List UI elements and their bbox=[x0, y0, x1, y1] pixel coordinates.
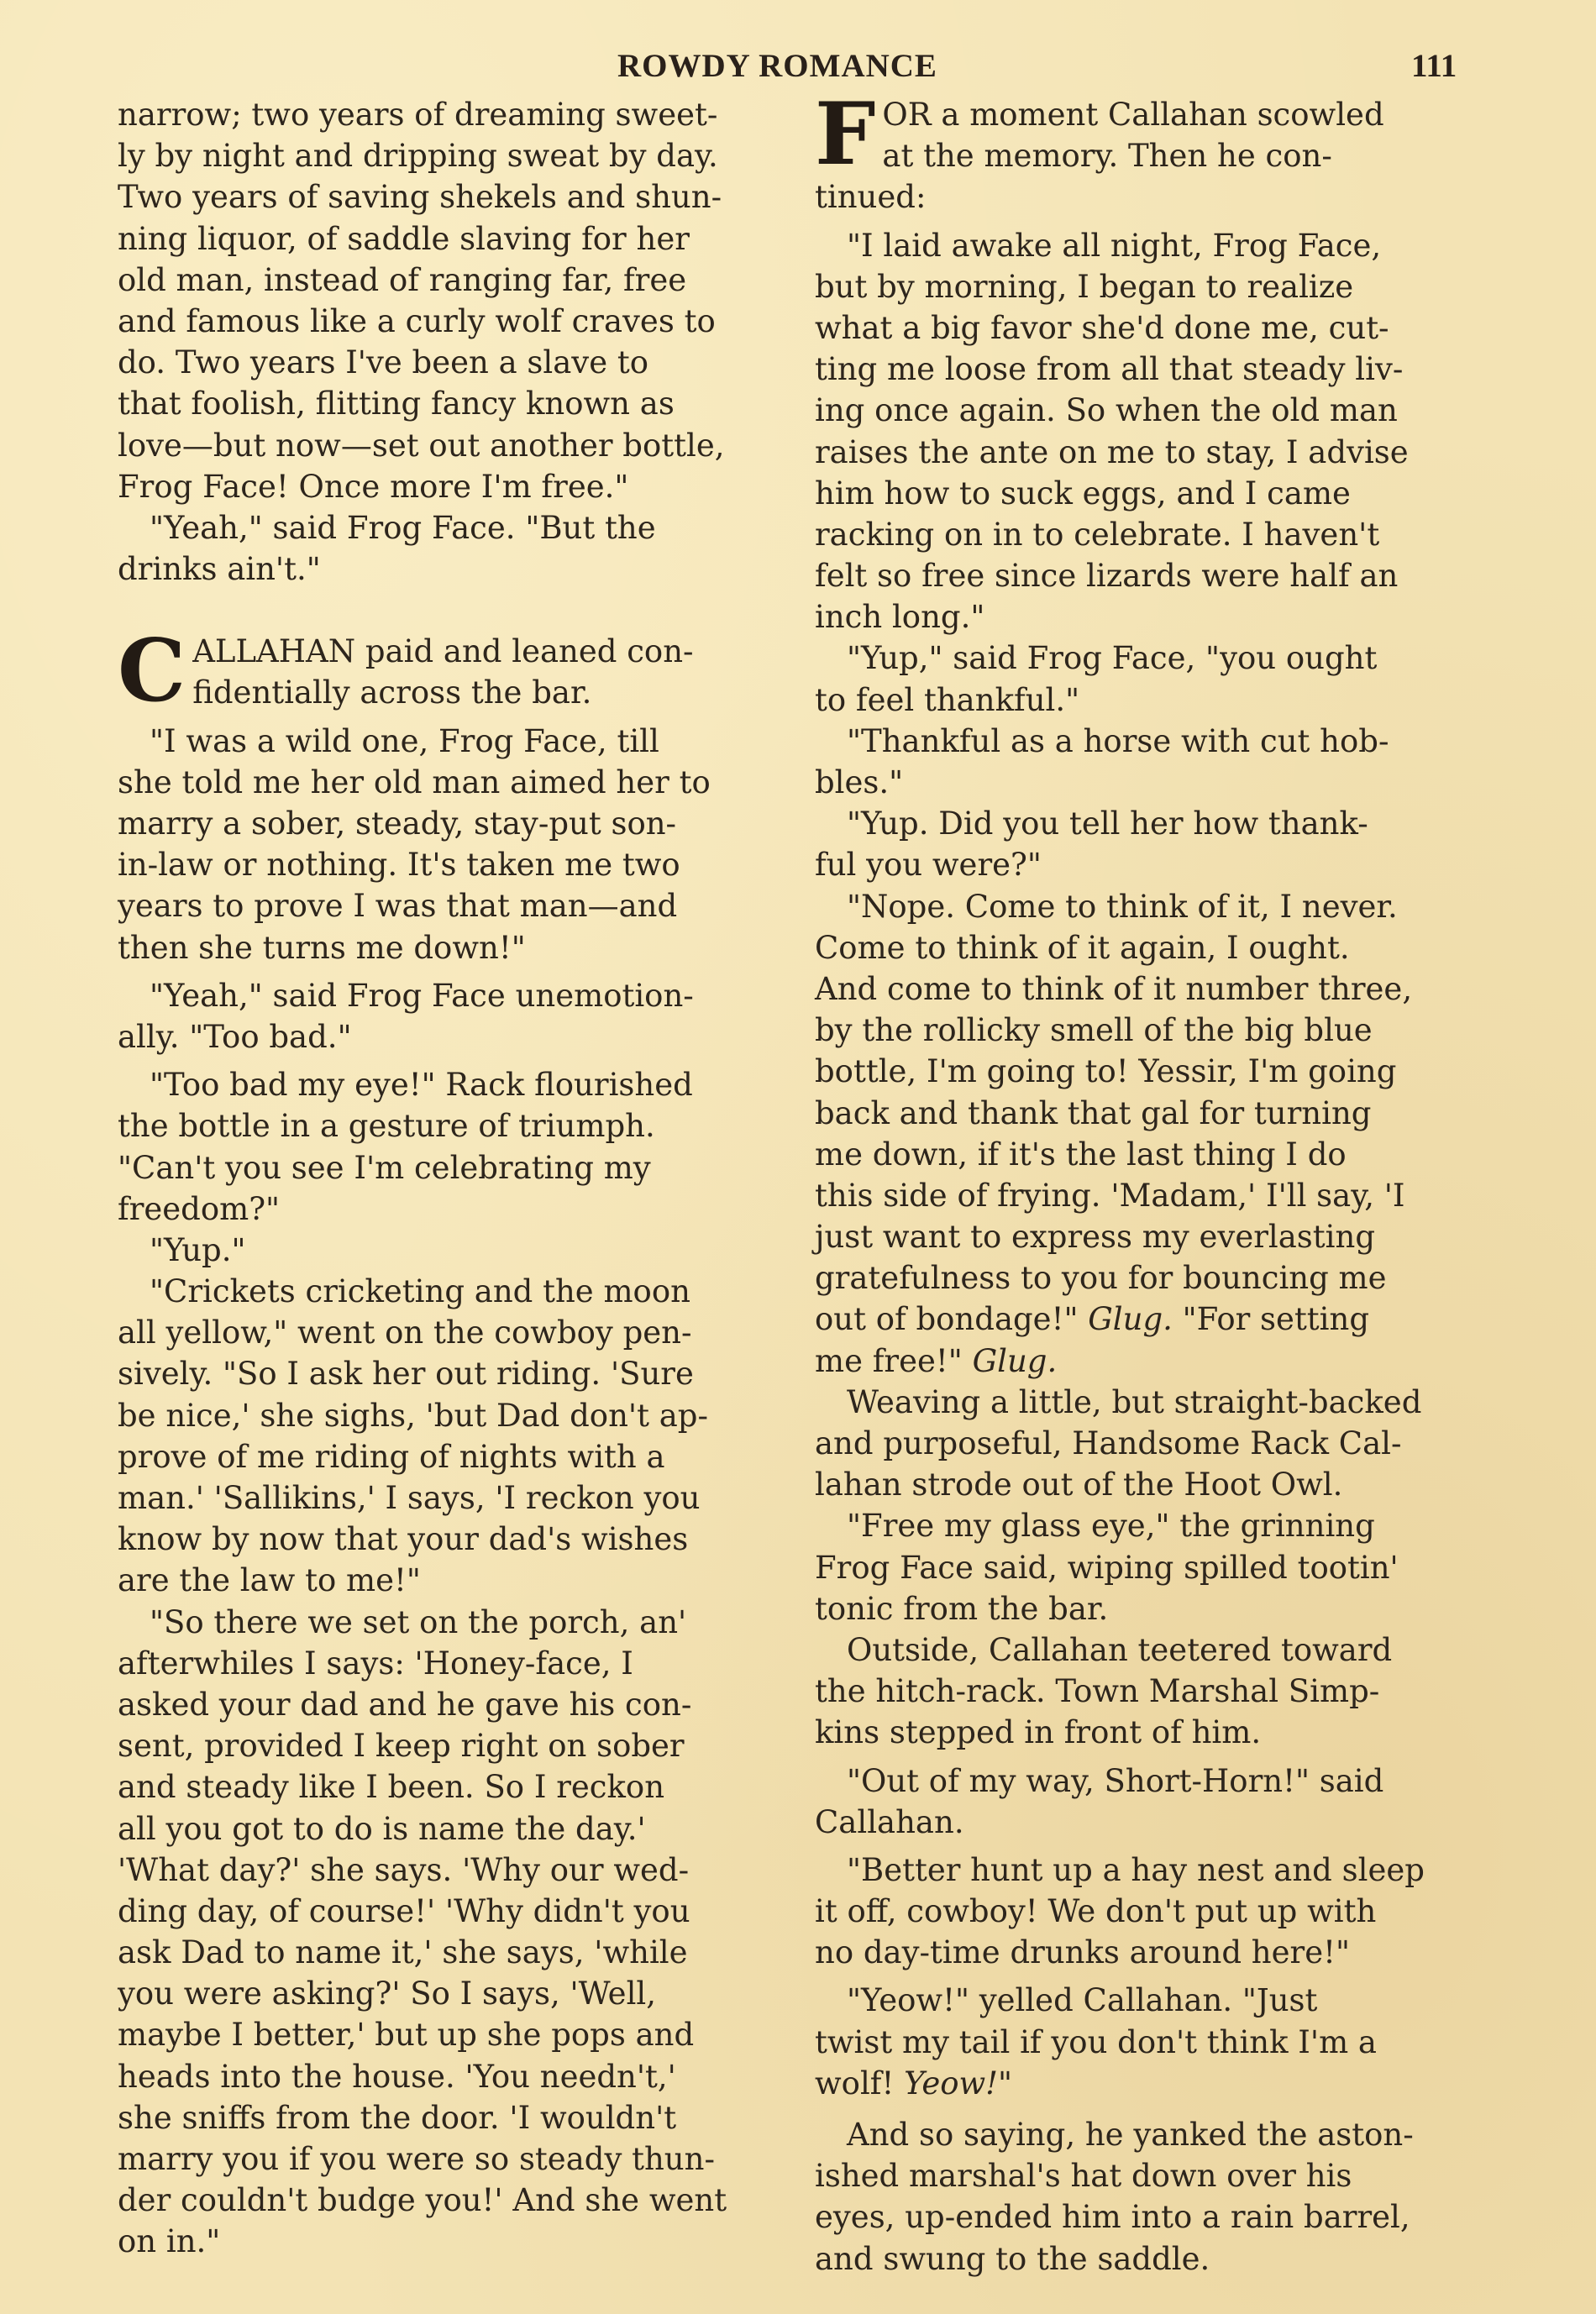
text-line: then she turns me down!" bbox=[118, 929, 526, 966]
text-line: tinued: bbox=[815, 179, 927, 216]
drop-cap: C bbox=[118, 621, 186, 722]
paragraph bbox=[815, 1760, 1478, 1843]
text-line: marry you if you were so steady thun- bbox=[118, 2141, 715, 2177]
text-line: all you got to do is name the day.' bbox=[118, 1810, 646, 1847]
text-line: "Nope. Come to think of it, I never. bbox=[847, 888, 1398, 925]
text-line: kins stepped in front of him. bbox=[815, 1714, 1262, 1751]
text-line: eyes, up-ended him into a rain barrel, bbox=[815, 2199, 1410, 2236]
text-line: inch long." bbox=[815, 599, 985, 636]
text-line: And come to think of it number three, bbox=[815, 970, 1413, 1007]
text-line: at the memory. Then he con- bbox=[882, 138, 1332, 175]
text-line: Frog Face! Once more I'm free." bbox=[118, 468, 629, 505]
text-line: fidentially across the bar. bbox=[192, 674, 592, 711]
text-line: racking on in to celebrate. I haven't bbox=[815, 516, 1380, 553]
text-line: heads into the house. 'You needn't,' bbox=[118, 2058, 676, 2095]
paragraph bbox=[118, 1602, 783, 2263]
text-line: years to prove I was that man—and bbox=[118, 888, 678, 925]
text-run: out of bondage!" bbox=[815, 1301, 1089, 1338]
text-line: gratefulness to you for bouncing me bbox=[815, 1260, 1387, 1297]
text-line: prove of me riding of nights with a bbox=[118, 1438, 665, 1475]
text-run: "For setting bbox=[1172, 1301, 1370, 1338]
text-line: sively. "So I ask her out riding. 'Sure bbox=[118, 1356, 694, 1393]
drop-cap: F bbox=[815, 84, 876, 185]
text-line: just want to express my everlasting bbox=[815, 1219, 1376, 1256]
italic-run: Yeow!" bbox=[904, 2065, 1013, 2101]
text-line: she told me her old man aimed her to bbox=[118, 763, 711, 800]
paragraph-dropcap bbox=[815, 84, 1478, 218]
text-line: "Yup," said Frog Face, "you ought bbox=[847, 640, 1378, 677]
text-line: this side of frying. 'Madam,' I'll say, 'I bbox=[815, 1177, 1405, 1214]
text-line: "Yeow!" yelled Callahan. "Just bbox=[847, 1982, 1318, 2019]
text-line: and swung to the saddle. bbox=[815, 2240, 1210, 2277]
page-header bbox=[0, 47, 1596, 89]
text-line: "Yup." bbox=[150, 1231, 246, 1268]
text-line: "Too bad my eye!" Rack flourished bbox=[150, 1067, 693, 1104]
text-line: love—but now—set out another bottle, bbox=[118, 427, 725, 464]
text-line: "Better hunt up a hay nest and sleep bbox=[847, 1851, 1425, 1888]
text-line: the hitch-rack. Town Marshal Simp- bbox=[815, 1673, 1380, 1710]
text-line: ished marshal's hat down over his bbox=[815, 2158, 1352, 2195]
text-line: "Crickets cricketing and the moon bbox=[150, 1273, 690, 1310]
text-line: but by morning, I began to realize bbox=[815, 268, 1354, 305]
text-line: know by now that your dad's wishes bbox=[118, 1521, 689, 1558]
paragraph bbox=[815, 638, 1478, 720]
text-line: in-law or nothing. It's taken me two bbox=[118, 847, 680, 884]
section-break bbox=[118, 590, 783, 631]
paragraph bbox=[815, 1629, 1478, 1754]
text-line: raises the ante on me to stay, I advise bbox=[815, 433, 1409, 470]
text-line: it off, cowboy! We don't put up with bbox=[815, 1893, 1377, 1930]
paragraph bbox=[118, 1230, 783, 1271]
text-line: ding day, of course!' 'Why didn't you bbox=[118, 1892, 690, 1929]
paragraph bbox=[815, 721, 1478, 803]
text-run: me free!" bbox=[815, 1342, 973, 1379]
text-line: bottle, I'm going to! Yessir, I'm going bbox=[815, 1053, 1397, 1090]
text-line: are the law to me!" bbox=[118, 1562, 421, 1599]
text-line: me down, if it's the last thing I do bbox=[815, 1136, 1347, 1173]
text-line: "Thankful as a horse with cut hob- bbox=[847, 722, 1389, 759]
text-line bbox=[815, 2063, 1478, 2104]
text-line: old man, instead of ranging far, free bbox=[118, 261, 687, 298]
paragraph bbox=[118, 975, 783, 1057]
text-line: felt so free since lizards were half an bbox=[815, 558, 1399, 595]
paragraph-dropcap bbox=[118, 621, 783, 722]
paragraph bbox=[118, 1271, 783, 1602]
text-line: and famous like a curly wolf craves to bbox=[118, 302, 716, 339]
paragraph bbox=[118, 721, 783, 968]
text-line: ask Dad to name it,' she says, 'while bbox=[118, 1934, 688, 1971]
text-line: the bottle in a gesture of triumph. bbox=[118, 1108, 655, 1145]
text-line: be nice,' she sighs, 'but Dad don't ap- bbox=[118, 1397, 708, 1434]
text-line: narrow; two years of dreaming sweet- bbox=[118, 97, 718, 133]
text-line: "I was a wild one, Frog Face, till bbox=[150, 722, 659, 759]
text-line: and purposeful, Handsome Rack Cal- bbox=[815, 1425, 1402, 1461]
text-line: back and thank that gal for turning bbox=[815, 1094, 1372, 1131]
text-line: lahan strode out of the Hoot Owl. bbox=[815, 1467, 1343, 1503]
text-line: on in." bbox=[118, 2223, 221, 2260]
text-line: no day-time drunks around here!" bbox=[815, 1934, 1350, 1971]
paragraph bbox=[815, 1980, 1478, 2104]
page-number: 111 bbox=[1411, 48, 1457, 84]
text-line: "Can't you see I'm celebrating my bbox=[118, 1149, 651, 1186]
text-line: twist my tail if you don't think I'm a bbox=[815, 2023, 1377, 2060]
text-run: wolf! bbox=[815, 2065, 905, 2101]
text-line: "Yeah," said Frog Face. "But the bbox=[150, 509, 656, 546]
text-line: marry a sober, steady, stay-put son- bbox=[118, 805, 677, 842]
text-line: what a big favor she'd done me, cut- bbox=[815, 309, 1389, 346]
text-line: Callahan. bbox=[815, 1803, 964, 1840]
text-line: to feel thankful." bbox=[815, 681, 1080, 718]
text-line: afterwhiles I says: 'Honey-face, I bbox=[118, 1645, 633, 1682]
text-line: ning liquor, of saddle slaving for her bbox=[118, 220, 690, 257]
text-line: Weaving a little, but straight-backed bbox=[847, 1383, 1422, 1420]
paragraph bbox=[815, 803, 1478, 885]
paragraph bbox=[118, 507, 783, 590]
text-line: tonic from the bar. bbox=[815, 1590, 1109, 1627]
text-line: that foolish, flitting fancy known as bbox=[118, 386, 675, 422]
text-line: 'What day?' she says. 'Why our wed- bbox=[118, 1851, 690, 1888]
text-line: "I laid awake all night, Frog Face, bbox=[847, 227, 1382, 264]
paragraph bbox=[815, 1382, 1478, 1506]
text-line: freedom?" bbox=[118, 1190, 281, 1227]
text-line: you were asking?' So I says, 'Well, bbox=[118, 1976, 656, 2012]
text-line bbox=[815, 1341, 1478, 1382]
text-line: OR a moment Callahan scowled bbox=[882, 97, 1384, 133]
paragraph bbox=[815, 2114, 1478, 2280]
paragraph bbox=[815, 1505, 1478, 1629]
paragraph bbox=[815, 1850, 1478, 1974]
running-title: ROWDY ROMANCE bbox=[617, 48, 937, 84]
text-line: ally. "Too bad." bbox=[118, 1018, 352, 1055]
text-line: "Out of my way, Short-Horn!" said bbox=[847, 1762, 1384, 1799]
text-line: ALLAHAN paid and leaned con- bbox=[192, 633, 694, 670]
text-line bbox=[815, 1299, 1478, 1340]
italic-run: Glug. bbox=[972, 1342, 1058, 1379]
paragraph bbox=[815, 886, 1478, 1382]
text-line: ful you were?" bbox=[815, 847, 1042, 884]
text-line: "So there we set on the porch, an' bbox=[150, 1603, 687, 1640]
text-line: she sniffs from the door. 'I wouldn't bbox=[118, 2099, 677, 2136]
left-column bbox=[118, 94, 783, 2263]
text-line: Come to think of it again, I ought. bbox=[815, 929, 1350, 966]
text-line: der couldn't budge you!' And she went bbox=[118, 2182, 727, 2219]
text-line: Outside, Callahan teetered toward bbox=[847, 1631, 1393, 1668]
text-line: "Yup. Did you tell her how thank- bbox=[847, 805, 1368, 842]
text-line: sent, provided I keep right on sober bbox=[118, 1728, 685, 1765]
text-line: by the rollicky smell of the big blue bbox=[815, 1012, 1373, 1049]
paragraph bbox=[118, 94, 783, 507]
text-line: maybe I better,' but up she pops and bbox=[118, 2017, 695, 2054]
text-line: all yellow," went on the cowboy pen- bbox=[118, 1314, 692, 1351]
text-line: ly by night and dripping sweat by day. bbox=[118, 138, 718, 175]
text-line: and steady like I been. So I reckon bbox=[118, 1769, 665, 1806]
text-line: "Yeah," said Frog Face unemotion- bbox=[150, 977, 694, 1014]
paragraph bbox=[815, 225, 1478, 638]
right-column bbox=[815, 84, 1478, 2280]
text-line: ing once again. So when the old man bbox=[815, 392, 1398, 429]
paragraph bbox=[118, 1064, 783, 1230]
text-line: And so saying, he yanked the aston- bbox=[847, 2117, 1414, 2153]
text-line: man.' 'Sallikins,' I says, 'I reckon you bbox=[118, 1480, 701, 1516]
text-line: Two years of saving shekels and shun- bbox=[118, 179, 722, 216]
text-line: him how to suck eggs, and I came bbox=[815, 475, 1351, 512]
text-line: bles." bbox=[815, 764, 904, 800]
text-line: asked your dad and he gave his con- bbox=[118, 1686, 692, 1723]
text-line: "Free my glass eye," the grinning bbox=[847, 1508, 1375, 1545]
text-line: ting me loose from all that steady liv- bbox=[815, 351, 1404, 388]
text-line: drinks ain't." bbox=[118, 551, 321, 588]
text-line: do. Two years I've been a slave to bbox=[118, 344, 649, 381]
italic-run: Glug. bbox=[1088, 1301, 1173, 1338]
text-line: Frog Face said, wiping spilled tootin' bbox=[815, 1549, 1399, 1586]
